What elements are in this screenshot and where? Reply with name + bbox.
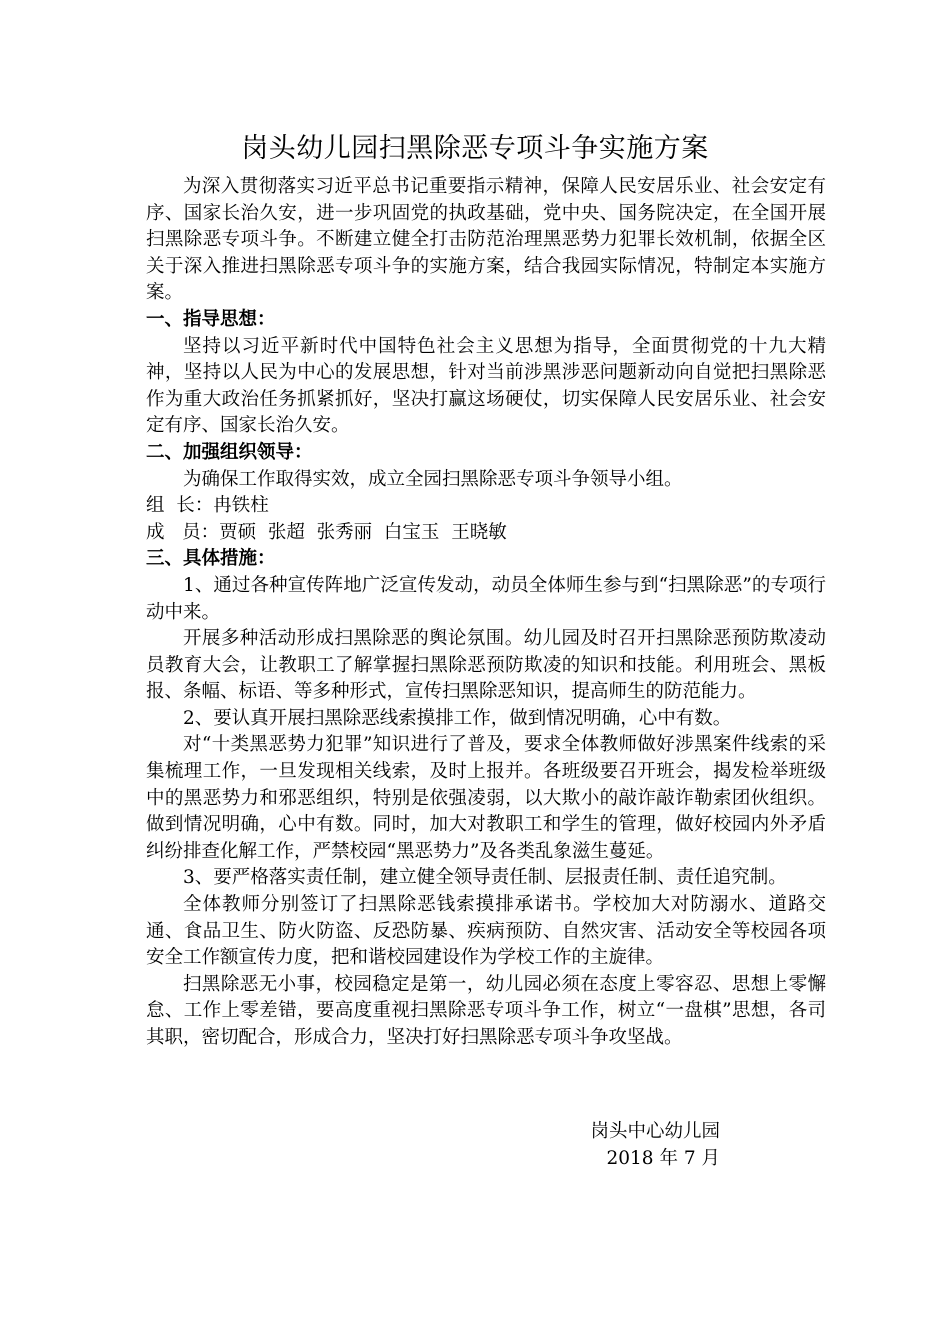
group-leader-line: 组 长：冉铁柱 — [146, 495, 269, 517]
section-1-paragraph: 坚持以习近平新时代中国特色社会主义思想为指导，全面贯彻党的十九大精神，坚持以人民为中心的发展思想，针对当前涉黑涉恶问题新动向自觉把扫黑除恶作为重大政治任务抓紧抓好，坚决打赢这场硬仗，切实保障人民安居乐业、社会安定有序、国家长治久安。 — [146, 335, 826, 437]
signature-date: 2018 年 7 月 — [606, 1147, 720, 1169]
section-3-paragraph-4: 对“十类黑恶势力犯罪”知识进行了普及，要求全体教师做好涉黑案件线索的采集梳理工作，一旦发现相关线索，及时上报并。各班级要召开班会，揭发检举班级中的黑恶势力和邪恶组织，特别是依强凌弱，以大欺小的敲诈敲诈勒索团伙组织。做到情况明确，心中有数。同时，加大对教职工和学生的管理，做好校园内外矛盾纠纷排查化解工作，严禁校园“黑恶势力”及各类乱象滋生蔓延。 — [146, 734, 826, 862]
section-2-paragraph: 为确保工作取得实效，成立全园扫黑除恶专项斗争领导小组。 — [183, 468, 683, 490]
section-3-paragraph-1: 1、通过各种宣传阵地广泛宣传发动，动员全体师生参与到“扫黑除恶”的专项行动中来。 — [146, 574, 826, 623]
section-3-heading: 三、具体措施： — [146, 548, 276, 570]
signature-block — [520, 1119, 720, 1172]
section-3-paragraph-7: 扫黑除恶无小事，校园稳定是第一，幼儿园必须在态度上零容忍、思想上零懈怠、工作上零差错，要高度重视扫黑除恶专项斗争工作，树立“一盘棋”思想，各司其职，密切配合，形成合力，坚决打好扫黑除恶专项斗争攻坚战。 — [146, 973, 826, 1048]
group-members-line: 成 员：贾硕 张超 张秀丽 白宝玉 王晓敏 — [146, 521, 507, 543]
section-1-heading: 一、指导思想： — [146, 308, 276, 330]
document-title: 岗头幼儿园扫黑除恶专项斗争实施方案 — [241, 133, 709, 164]
section-2-heading: 二、加强组织领导： — [146, 441, 313, 463]
signature-organization: 岗头中心幼儿园 — [590, 1121, 720, 1142]
document-body — [146, 174, 826, 1052]
intro-paragraph: 为深入贯彻落实习近平总书记重要指示精神，保障人民安居乐业、社会安定有序、国家长治久安，进一步巩固党的执政基础，党中央、国务院决定，在全国开展扫黑除恶专项斗争。不断建立健全打击防范治理黑恶势力犯罪长效机制，依据全区关于深入推进扫黑除恶专项斗争的实施方案，结合我园实际情况，特制定本实施方案。 — [146, 176, 826, 304]
section-3-paragraph-3: 2、要认真开展扫黑除恶线索摸排工作，做到情况明确，心中有数。 — [183, 707, 732, 729]
section-3-paragraph-2: 开展多种活动形成扫黑除恶的舆论氛围。幼儿园及时召开扫黑除恶预防欺凌动员教育大会，让教职工了解掌握扫黑除恶预防欺凌的知识和技能。利用班会、黑板报、条幅、标语、等多种形式，宣传扫黑除恶知识，提高师生的防范能力。 — [146, 628, 826, 703]
section-3-paragraph-6: 全体教师分别签订了扫黑除恶钱索摸排承诺书。学校加大对防溺水、道路交通、食品卫生、防火防盗、反恐防暴、疾病预防、自然灾害、活动安全等校园各项安全工作额宣传力度，把和谐校园建设作为学校工作的主旋律。 — [146, 894, 826, 969]
section-3-paragraph-5: 3、要严格落实责任制，建立健全领导责任制、层报责任制、责任追究制。 — [183, 867, 787, 889]
